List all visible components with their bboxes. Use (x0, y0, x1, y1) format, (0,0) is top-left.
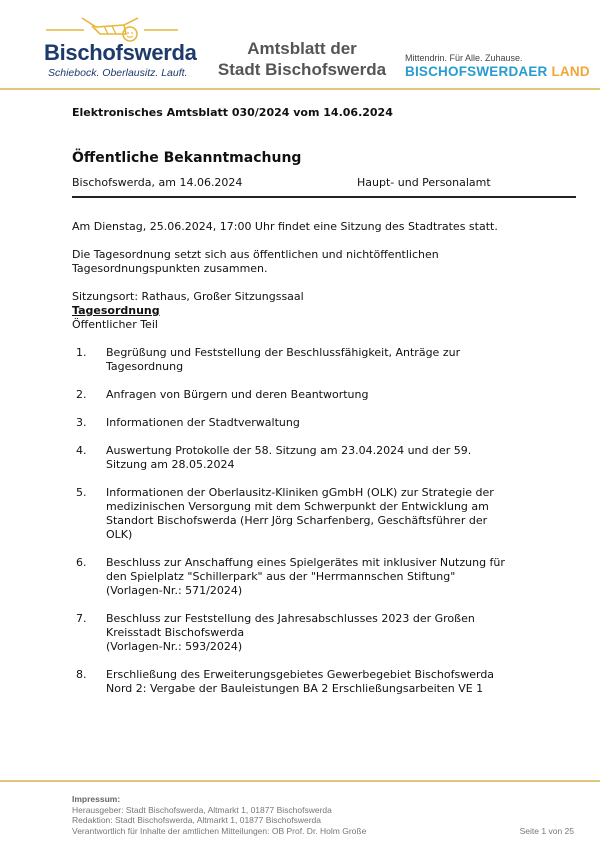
page-number: Seite 1 von 25 (519, 826, 574, 836)
meeting-location: Sitzungsort: Rathaus, Großer Sitzungssaal (72, 290, 304, 303)
agenda-item-number: 3. (76, 416, 87, 429)
impressum-editor: Redaktion: Stadt Bischofswerda, Altmarkt 1, 01877 Bischofswerda (72, 815, 321, 825)
masthead-title (212, 38, 392, 80)
header-divider (0, 88, 600, 90)
agenda-item-number: 5. (76, 486, 87, 499)
agenda-list (72, 346, 576, 710)
page-header (0, 0, 600, 90)
issue-line: Elektronisches Amtsblatt 030/2024 vom 14.06.2024 (72, 106, 393, 119)
logo-tagline: Schiebock. Oberlausitz. Lauft. (48, 67, 188, 79)
logo-wordmark: Bischofswerda (44, 40, 197, 65)
notice-title: Öffentliche Bekanntmachung (72, 150, 302, 166)
agenda-item (72, 388, 576, 402)
agenda-item-text: Informationen der Stadtverwaltung (106, 416, 300, 429)
impressum-title: Impressum: (72, 794, 121, 804)
impressum-publisher: Herausgeber: Stadt Bischofswerda, Altmarkt 1, 01877 Bischofswerda (72, 804, 332, 815)
agenda-item (72, 556, 576, 598)
agenda-item-number: 6. (76, 556, 87, 569)
agenda-item-number: 2. (76, 388, 87, 401)
agenda-item-text: Informationen der Oberlausitz-Kliniken gGmbH (OLK) zur Strategie der medizinischen Versorgung mit dem Schwerpunkt der Entwicklung am Standort Bischofswerda (Herr Jörg Scharfenberg, Geschäftsführer der OLK) (106, 486, 494, 541)
agenda-item (72, 416, 576, 430)
agenda-subheading: Öffentlicher Teil (72, 318, 158, 331)
bischofswerda-logo (40, 14, 197, 82)
agenda-item-number: 4. (76, 444, 87, 457)
agenda-composition: Die Tagesordnung setzt sich aus öffentlichen und nichtöffentlichen Tagesordnungspunkten zusammen. (72, 248, 439, 275)
impressum (72, 794, 576, 836)
agenda-item-body (106, 556, 506, 598)
agenda-item-text: Erschließung des Erweiterungsgebietes Gewerbegebiet Bischofswerda Nord 2: Vergabe der Bauleistungen BA 2 Erschließungsarbeiten VE 1 (106, 668, 495, 695)
masthead-line-1: Amtsblatt der (247, 39, 357, 58)
brand-tagline: Mittendrin. Für Alle. Zuhause. (405, 53, 523, 63)
masthead-line-2: Stadt Bischofswerda (217, 60, 387, 79)
agenda-item-number: 7. (76, 612, 87, 625)
agenda-item-reference: (Vorlagen-Nr.: 593/2024) (106, 640, 243, 653)
footer-divider (0, 780, 600, 782)
place-date: Bischofswerda, am 14.06.2024 (72, 176, 243, 189)
agenda-item (72, 486, 576, 542)
agenda-item-number: 8. (76, 668, 87, 681)
agenda-item-reference: (Vorlagen-Nr.: 571/2024) (106, 584, 243, 597)
title-divider (72, 196, 576, 198)
agenda-item-body (106, 612, 506, 654)
meeting-announcement: Am Dienstag, 25.06.2024, 17:00 Uhr findet eine Sitzung des Stadtrates statt. (72, 220, 498, 233)
agenda-item (72, 346, 576, 374)
agenda-item (72, 612, 576, 654)
impressum-responsible: Verantwortlich für Inhalte der amtlichen Mitteilungen: OB Prof. Dr. Holm Große (72, 825, 367, 836)
agenda-heading: Tagesordnung (72, 304, 160, 317)
agenda-item-text: Beschluss zur Anschaffung eines Spielgerätes mit inklusiver Nutzung für den Spielplatz "Schillerpark" aus der "Herrmannschen Stiftung" (106, 556, 505, 583)
agenda-item (72, 444, 576, 472)
agenda-item-text: Anfragen von Bürgern und deren Beantwortung (106, 388, 369, 401)
agenda-item-text: Beschluss zur Feststellung des Jahresabschlusses 2023 der Großen Kreisstadt Bischofswerda (106, 612, 475, 639)
agenda-item-number: 1. (76, 346, 87, 359)
agenda-item (72, 668, 576, 696)
brand-name-part1: BISCHOFSWERDAER (405, 64, 548, 79)
brand-name-part2: LAND (551, 64, 590, 79)
brand-name (405, 64, 590, 79)
issuing-office: Haupt- und Personalamt (357, 176, 491, 189)
agenda-item-text: Auswertung Protokolle der 58. Sitzung am 23.04.2024 und der 59. Sitzung am 28.05.2024 (106, 444, 472, 471)
agenda-item-text: Begrüßung und Feststellung der Beschlussfähigkeit, Anträge zur Tagesordnung (106, 346, 461, 373)
regional-brand-logo (405, 53, 590, 79)
